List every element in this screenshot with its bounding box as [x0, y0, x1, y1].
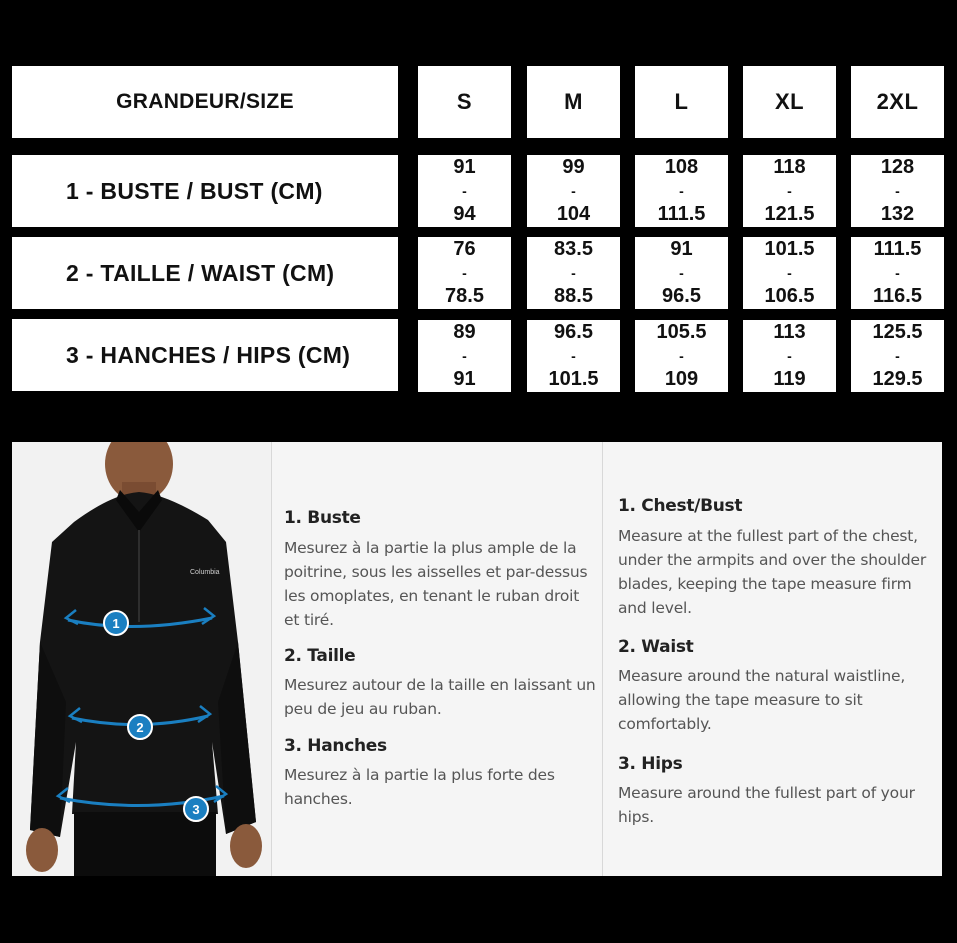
en-bust-title: 1. Chest/Bust	[618, 496, 743, 516]
size-header-s: S	[418, 66, 511, 138]
range-dash: -	[679, 182, 684, 199]
range-max: 94	[453, 203, 476, 225]
range-min: 99	[562, 156, 585, 178]
range-min: 118	[773, 156, 806, 178]
fr-waist-text: Mesurez autour de la taille en laissant un peu de jeu au ruban.	[284, 676, 596, 718]
marker-number-3: 3	[192, 802, 200, 817]
range-min: 76	[453, 238, 476, 260]
fr-bust-title: 1. Buste	[284, 508, 361, 528]
model-illustration	[12, 442, 271, 876]
hips-l	[635, 320, 728, 392]
range-max: 101.5	[548, 368, 599, 390]
fr-waist-title: 2. Taille	[284, 646, 356, 666]
left-hand	[26, 828, 58, 872]
range-dash: -	[895, 264, 900, 281]
range-min: 101.5	[764, 238, 815, 260]
range-min: 108	[664, 156, 699, 178]
bust-s	[418, 155, 511, 227]
size-header-2xl: 2XL	[851, 66, 944, 138]
range-dash: -	[571, 264, 576, 281]
range-min: 125.5	[872, 321, 923, 343]
range-min: 89	[453, 321, 476, 343]
model-figure	[12, 442, 271, 876]
bust-m	[527, 155, 620, 227]
row-label-bust: 1 - BUSTE / BUST (CM)	[12, 155, 398, 227]
fr-bust-text: Mesurez à la partie la plus ample de la poitrine, sous les aisselles et par-dessus les omoplates, en tenant le ruban droit et tiré.	[284, 539, 588, 629]
range-max: 121.5	[764, 203, 815, 225]
bust-xl	[743, 155, 836, 227]
row-label-hips: 3 - HANCHES / HIPS (CM)	[12, 319, 398, 391]
range-max: 132	[880, 203, 915, 225]
bust-l	[635, 155, 728, 227]
range-dash: -	[571, 182, 576, 199]
range-max: 78.5	[445, 285, 484, 307]
range-max: 109	[664, 368, 699, 390]
range-max: 106.5	[764, 285, 815, 307]
range-max: 96.5	[662, 285, 701, 307]
size-header-label: GRANDEUR/SIZE	[12, 66, 398, 138]
range-max: 88.5	[554, 285, 593, 307]
range-max: 116.5	[873, 285, 922, 307]
panel-divider-1	[271, 442, 272, 876]
fr-hips-title: 3. Hanches	[284, 736, 387, 756]
en-waist-title: 2. Waist	[618, 637, 694, 657]
range-min: 111.5	[873, 238, 922, 260]
size-header-xl: XL	[743, 66, 836, 138]
marker-number-1: 1	[112, 616, 120, 631]
range-dash: -	[895, 347, 900, 364]
right-hand	[230, 824, 262, 868]
shirt-shape	[30, 492, 256, 837]
brand-label: Columbia	[190, 569, 220, 576]
hips-m	[527, 320, 620, 392]
marker-number-2: 2	[136, 720, 144, 735]
size-header-m: M	[527, 66, 620, 138]
range-dash: -	[462, 264, 467, 281]
bust-2xl	[851, 155, 944, 227]
waist-xl	[743, 237, 836, 309]
waist-s	[418, 237, 511, 309]
hips-2xl	[851, 320, 944, 392]
range-min: 105.5	[656, 321, 707, 343]
en-waist-text: Measure around the natural waistline, allowing the tape measure to sit comfortably.	[618, 667, 906, 733]
waist-2xl	[851, 237, 944, 309]
range-min: 113	[773, 321, 806, 343]
range-dash: -	[679, 347, 684, 364]
fr-hips-text: Mesurez à la partie la plus forte des hanches.	[284, 766, 555, 808]
hips-s	[418, 320, 511, 392]
range-min: 83.5	[554, 238, 593, 260]
english-instructions	[618, 442, 936, 876]
panel-divider-2	[602, 442, 603, 876]
en-hips-title: 3. Hips	[618, 754, 683, 774]
measurement-guide-panel	[12, 442, 942, 876]
range-min: 128	[880, 156, 915, 178]
en-hips-text: Measure around the fullest part of your hips.	[618, 784, 915, 826]
size-header-l: L	[635, 66, 728, 138]
range-dash: -	[895, 182, 900, 199]
range-min: 91	[670, 238, 693, 260]
hips-xl	[743, 320, 836, 392]
range-dash: -	[787, 347, 792, 364]
waist-l	[635, 237, 728, 309]
french-instructions	[284, 442, 596, 876]
range-dash: -	[787, 264, 792, 281]
range-dash: -	[571, 347, 576, 364]
range-dash: -	[679, 264, 684, 281]
range-max: 104	[556, 203, 591, 225]
range-min: 91	[453, 156, 476, 178]
range-dash: -	[787, 182, 792, 199]
range-max: 119	[773, 368, 806, 390]
range-max: 91	[453, 368, 476, 390]
range-dash: -	[462, 347, 467, 364]
range-dash: -	[462, 182, 467, 199]
range-max: 111.5	[657, 203, 706, 225]
en-bust-text: Measure at the fullest part of the chest, under the armpits and over the shoulder blades, keeping the tape measure firm and level.	[618, 527, 927, 617]
range-max: 129.5	[872, 368, 923, 390]
range-min: 96.5	[554, 321, 593, 343]
row-label-waist: 2 - TAILLE / WAIST (CM)	[12, 237, 398, 309]
waist-m	[527, 237, 620, 309]
